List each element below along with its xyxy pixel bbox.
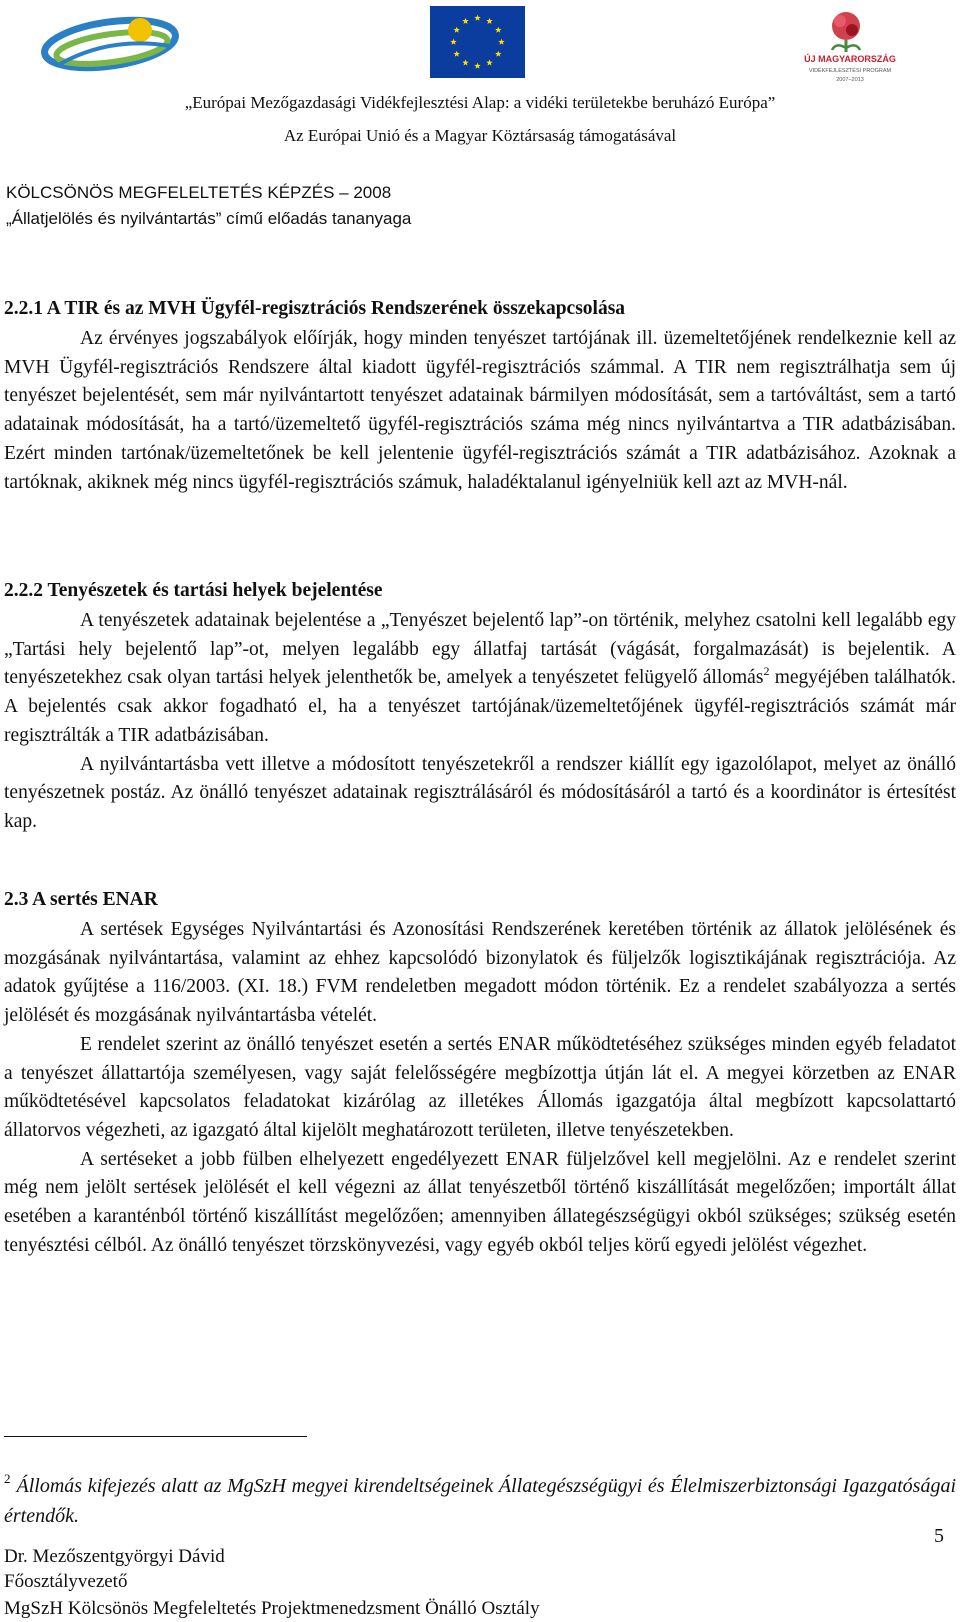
footnote — [4, 1464, 956, 1531]
section-heading-2-2-2: 2.2.2 Tenyészetek és tartási helyek bejelentése — [4, 580, 383, 601]
paragraph-text: megyéjében találhatók. A bejelentés csak akkor fogadható el, ha a tenyészet tartójának/üzemeltetőjének ügyfél-regisztrációs számát már regisztrálták a TIR adatbázisában. — [4, 667, 957, 746]
svg-text:ÚJ MAGYARORSZÁG: ÚJ MAGYARORSZÁG — [804, 54, 896, 64]
footnote-divider — [4, 1436, 307, 1437]
section-body-2-3 — [4, 916, 956, 1260]
paragraph: A sertések Egységes Nyilvántartási és Azonosítási Rendszerének keretében történik az állatok jelölésének és mozgásának nyilvántartása, valamint az ehhez kapcsolódó bizonylatok és füljelzők logisztikájának regisztrációja. Az adatok gyűjtése a 116/2003. (XI. 18.) FVM rendeletben megadott módon történik. Ez a rendelet szabályozza a sertés jelölését és mozgásának nyilvántartásba vételét. — [4, 919, 956, 1027]
paragraph-text: A tenyészetek adatainak bejelentése a „Tenyészet bejelentő lap”-on történik, melyhez csatolni kell legalább egy „Tartási hely bejelentő lap”-ot, melyen legalább egy állatfaj tartását (vágását, forgalmazását) is bejelentik. A tenyészetekhez csak olyan tartási helyek jelenthetők be, amelyek a tenyészetet felügyelő állomás — [4, 610, 956, 689]
svg-text:2007–2013: 2007–2013 — [836, 77, 864, 83]
section-heading-2-2-1: 2.2.1 A TIR és az MVH Ügyfél-regisztrációs Rendszerének összekapcsolása — [4, 298, 626, 319]
header-support-line: Az Európai Unió és a Magyar Köztársaság támogatásával — [283, 126, 677, 145]
paragraph: A nyilvántartásba vett illetve a módosított tenyészetekről a rendszer kiállít egy igazolólapot, melyet az önálló tenyészetnek postáz. Az önálló tenyészet adatainak regisztrálásáról és módosításáról a tartó és a koordinátor is értesítést kap. — [4, 753, 956, 832]
uj-magyarorszag-logo-icon — [800, 6, 900, 84]
section-heading-2-3: 2.3 A sertés ENAR — [4, 889, 158, 910]
footer-role: Főosztályvezető — [4, 1571, 128, 1592]
header-fund-line: „Európai Mezőgazdasági Vidékfejlesztési Alap: a vidéki területekbe beruházó Európa” — [184, 93, 776, 112]
paragraph: Az érvényes jogszabályok előírják, hogy minden tenyészet tartójának ill. üzemeltetőjének rendelkeznie kell az MVH Ügyfél-regisztrációs Rendszere által kiadott ügyfél-regisztrációs számmal. A TIR nem regisztrálhatja sem új tenyészet bejelentését, sem már nyilvántartott tenyészet adatainak bármilyen módosítását, sem a tartóváltást, sem a tartó adatainak módosítását, ha a tartó/üzemeltető ügyfél-regisztrációs száma még nincs nyilvántartva a TIR adatbázisában. Ezért minden tartónak/üzemeltetőnek be kell jelentenie ügyfél-regisztrációs számát a TIR adatbázisához. Azoknak a tartóknak, akiknek még nincs ügyfél-regisztrációs számuk, haladéktalanul igényelniük kell azt az MVH-nál. — [4, 328, 956, 493]
footnote-number: 2 — [4, 1471, 11, 1486]
section-body-2-2-2 — [4, 607, 956, 837]
leader-logo-icon — [40, 6, 180, 76]
svg-text:VIDÉKFEJLESZTÉSI PROGRAM: VIDÉKFEJLESZTÉSI PROGRAM — [808, 68, 892, 74]
page-number: 5 — [934, 1525, 944, 1547]
paragraph: A sertéseket a jobb fülben elhelyezett engedélyezett ENAR füljelzővel kell megjelölni. Az e rendelet szerint még nem jelölt sertések jelölését el kell végezni az állat tenyészetből történő kiszállítását megelőzően; importált állat esetében a karanténból történő kiszállítást megelőzően; amennyiben állategészségügyi okból szükséges; szükség esetén tenyésztési célból. Az önálló tenyészet törzskönyvezési, vagy egyéb okból teljes körű egyedi jelölést végezhet. — [4, 1148, 956, 1256]
document-subtitle: „Állatjelölés és nyilvántartás” című előadás tananyaga — [6, 209, 412, 228]
section-body-2-2-1 — [4, 325, 956, 497]
footer-author: Dr. Mezőszentgyörgyi Dávid — [4, 1546, 225, 1567]
paragraph — [4, 607, 956, 751]
document-title: KÖLCSÖNÖS MEGFELELTETÉS KÉPZÉS – 2008 — [6, 183, 392, 202]
eu-flag-icon — [430, 6, 525, 78]
footnote-ref: 2 — [763, 664, 770, 679]
footer-organization: MgSzH Kölcsönös Megfeleltetés Projektmenedzsment Önálló Osztály — [4, 1598, 540, 1619]
footnote-text: Állomás kifejezés alatt az MgSzH megyei kirendeltségeinek Állategészségügyi és Élelmiszerbiztonsági Igazgatóságai értendők. — [4, 1475, 956, 1527]
paragraph: E rendelet szerint az önálló tenyészet esetén a sertés ENAR működtetéséhez szükséges minden egyéb feladatot a tenyészet állattartója személyesen, vagy saját felelősségére megbízottja útján lát el. A megyei körzetben az ENAR működtetésével kapcsolatos feladatokat kizárólag az illetékes Állomás igazgatója által megbízott kapcsolattartó állatorvos végezheti, az igazgató által kijelölt meghatározott területen, illetve tenyészetekben. — [4, 1033, 956, 1141]
